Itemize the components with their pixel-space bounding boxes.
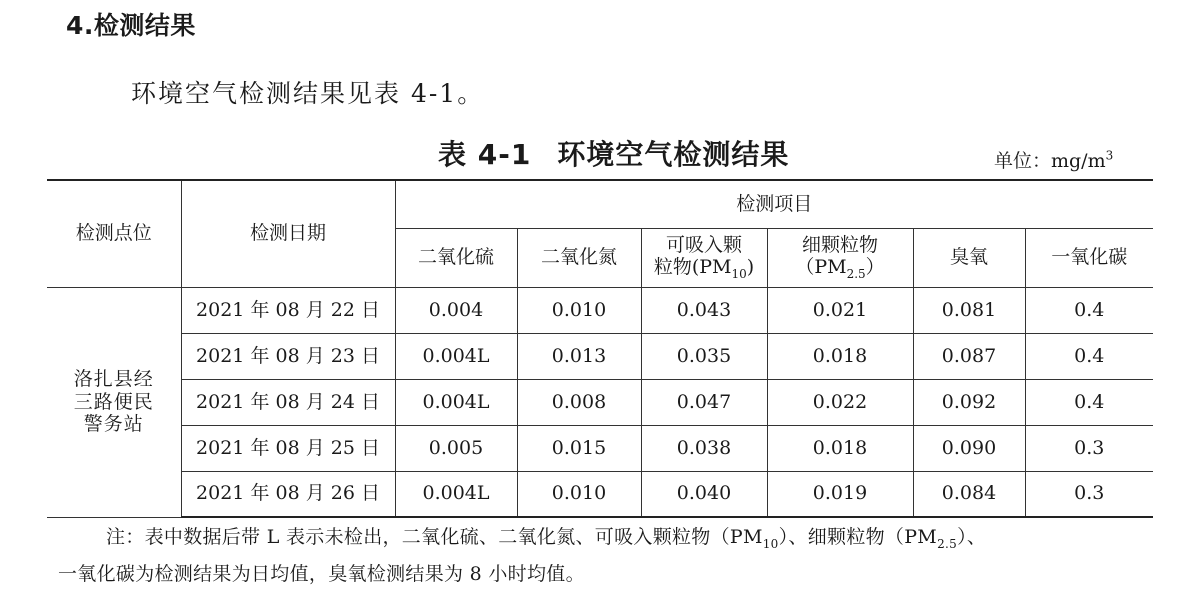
cell-so2: 0.004L	[395, 333, 517, 379]
header-no2: 二氧化氮	[517, 228, 641, 287]
header-items-group: 检测项目	[395, 180, 1153, 228]
cell-pm10: 0.038	[641, 425, 767, 471]
header-pm10: 可吸入颗 粒物$(PM_{10})$	[641, 228, 767, 287]
cell-co: 0.3	[1025, 471, 1153, 517]
cell-o3: 0.092	[913, 379, 1025, 425]
cell-date: 2021 年 08 月 23 日	[181, 333, 395, 379]
cell-pm25: 0.021	[767, 287, 913, 333]
cell-no2: 0.013	[517, 333, 641, 379]
intro-paragraph: 环境空气检测结果见表 4-1。	[131, 79, 485, 108]
site-cell: 洛扎县经 三路便民 警务站	[47, 287, 181, 517]
table-number: 表 4-1	[438, 138, 532, 171]
cell-pm10: 0.043	[641, 287, 767, 333]
header-so2: 二氧化硫	[395, 228, 517, 287]
cell-o3: 0.084	[913, 471, 1025, 517]
cell-no2: 0.008	[517, 379, 641, 425]
header-date: 检测日期	[181, 180, 395, 287]
cell-no2: 0.015	[517, 425, 641, 471]
results-table	[47, 179, 1153, 518]
table-row	[47, 471, 1153, 517]
cell-co: 0.4	[1025, 287, 1153, 333]
cell-o3: 0.081	[913, 287, 1025, 333]
cell-date: 2021 年 08 月 22 日	[181, 287, 395, 333]
table-row	[47, 379, 1153, 425]
cell-pm10: 0.047	[641, 379, 767, 425]
cell-date: 2021 年 08 月 24 日	[181, 379, 395, 425]
cell-o3: 0.090	[913, 425, 1025, 471]
header-site: 检测点位	[47, 180, 181, 287]
section-heading: 4.检测结果	[66, 11, 196, 40]
table-caption	[438, 133, 789, 173]
cell-pm25: 0.019	[767, 471, 913, 517]
header-row-top	[47, 180, 1153, 228]
table-title: 环境空气检测结果	[557, 138, 790, 171]
cell-so2: 0.004L	[395, 379, 517, 425]
cell-co: 0.4	[1025, 379, 1153, 425]
table-row	[47, 287, 1153, 333]
table-row	[47, 333, 1153, 379]
cell-date: 2021 年 08 月 25 日	[181, 425, 395, 471]
cell-so2: 0.004	[395, 287, 517, 333]
cell-co: 0.4	[1025, 333, 1153, 379]
cell-co: 0.3	[1025, 425, 1153, 471]
header-o3: 臭氧	[913, 228, 1025, 287]
cell-pm10: 0.040	[641, 471, 767, 517]
cell-pm10: 0.035	[641, 333, 767, 379]
header-co: 一氧化碳	[1025, 228, 1153, 287]
cell-no2: 0.010	[517, 471, 641, 517]
cell-so2: 0.004L	[395, 471, 517, 517]
header-pm25: 细颗粒物 $(PM_{2.5})$	[767, 228, 913, 287]
cell-date: 2021 年 08 月 26 日	[181, 471, 395, 517]
cell-pm25: 0.022	[767, 379, 913, 425]
unit-label: 单位：$mg/m^3$	[994, 148, 1114, 172]
cell-o3: 0.087	[913, 333, 1025, 379]
cell-so2: 0.005	[395, 425, 517, 471]
cell-no2: 0.010	[517, 287, 641, 333]
table-row	[47, 425, 1153, 471]
table-note: 注：表中数据后带 L 表示未检出，二氧化硫、二氧化氮、可吸入颗粒物$(PM_{10})$、细颗粒物$(PM_{2.5})$、 一氧化碳为检测结果为日均值，臭氧检测结果为 8 小时均值。	[58, 526, 987, 585]
cell-pm25: 0.018	[767, 333, 913, 379]
cell-pm25: 0.018	[767, 425, 913, 471]
